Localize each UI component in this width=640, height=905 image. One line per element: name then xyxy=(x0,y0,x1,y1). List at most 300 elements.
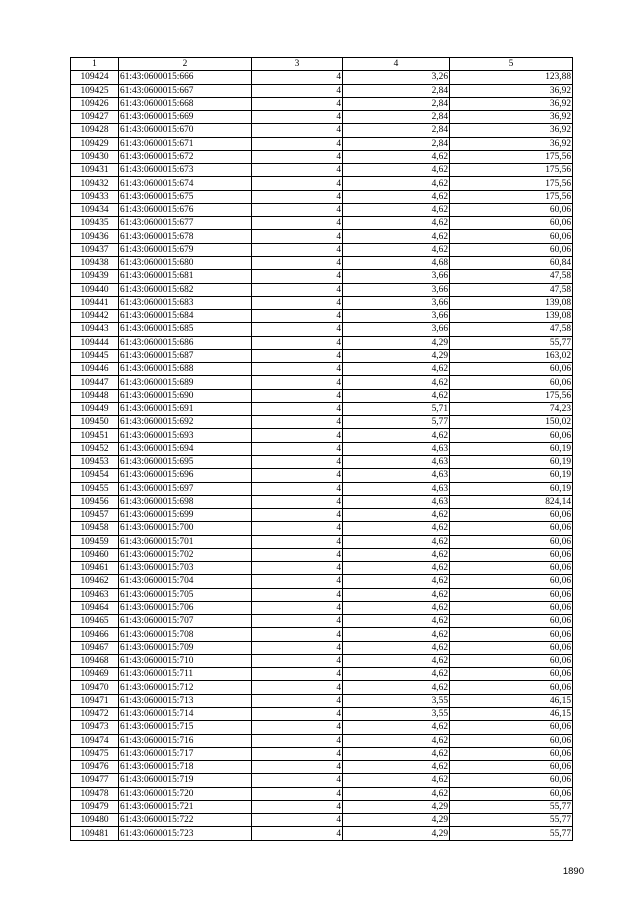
table-row xyxy=(71,323,573,336)
table-cell: 36,92 xyxy=(450,97,573,110)
table-cell: 4,62 xyxy=(343,575,450,588)
table-cell: 109446 xyxy=(71,363,119,376)
table-row xyxy=(71,787,573,800)
table-row xyxy=(71,800,573,813)
table-row xyxy=(71,641,573,654)
table-cell: 109454 xyxy=(71,469,119,482)
table-cell: 61:43:0600015:678 xyxy=(119,230,252,243)
table-cell: 109471 xyxy=(71,694,119,707)
table-cell: 4,63 xyxy=(343,455,450,468)
table-cell: 60,06 xyxy=(450,562,573,575)
table-cell: 4,62 xyxy=(343,363,450,376)
table-cell: 36,92 xyxy=(450,124,573,137)
table-row xyxy=(71,721,573,734)
table-row xyxy=(71,628,573,641)
table-cell: 61:43:0600015:704 xyxy=(119,575,252,588)
table-row xyxy=(71,310,573,323)
table-cell: 4 xyxy=(252,814,343,827)
table-cell: 61:43:0600015:683 xyxy=(119,296,252,309)
table-cell: 109431 xyxy=(71,164,119,177)
table-cell: 61:43:0600015:715 xyxy=(119,721,252,734)
table-cell: 4 xyxy=(252,495,343,508)
table-cell: 61:43:0600015:676 xyxy=(119,203,252,216)
table-cell: 47,58 xyxy=(450,283,573,296)
table-cell: 4 xyxy=(252,389,343,402)
table-cell: 175,56 xyxy=(450,190,573,203)
page-number: 1890 xyxy=(562,866,584,877)
table-cell: 55,77 xyxy=(450,800,573,813)
table-cell: 61:43:0600015:720 xyxy=(119,787,252,800)
table-cell: 60,06 xyxy=(450,654,573,667)
table-cell: 109467 xyxy=(71,641,119,654)
table-cell: 4 xyxy=(252,800,343,813)
table-cell: 4,62 xyxy=(343,164,450,177)
table-cell: 3,66 xyxy=(343,283,450,296)
table-cell: 4 xyxy=(252,336,343,349)
table-row xyxy=(71,177,573,190)
table-row xyxy=(71,827,573,840)
table-cell: 109458 xyxy=(71,522,119,535)
table-cell: 109434 xyxy=(71,203,119,216)
table-cell: 109466 xyxy=(71,628,119,641)
table-cell: 109476 xyxy=(71,761,119,774)
table-cell: 109433 xyxy=(71,190,119,203)
table-cell: 109451 xyxy=(71,429,119,442)
table-cell: 163,02 xyxy=(450,349,573,362)
table-cell: 4 xyxy=(252,137,343,150)
table-row xyxy=(71,190,573,203)
table-cell: 4,29 xyxy=(343,827,450,840)
table-cell: 61:43:0600015:680 xyxy=(119,256,252,269)
table-cell: 4 xyxy=(252,601,343,614)
table-cell: 47,58 xyxy=(450,270,573,283)
table-cell: 4,62 xyxy=(343,522,450,535)
table-row xyxy=(71,469,573,482)
table-cell: 109441 xyxy=(71,296,119,309)
table-cell: 109472 xyxy=(71,708,119,721)
table-cell: 60,06 xyxy=(450,734,573,747)
table-cell: 61:43:0600015:719 xyxy=(119,774,252,787)
table-cell: 4 xyxy=(252,429,343,442)
table-cell: 60,06 xyxy=(450,681,573,694)
table-cell: 109443 xyxy=(71,323,119,336)
table-cell: 61:43:0600015:674 xyxy=(119,177,252,190)
table-cell: 109479 xyxy=(71,800,119,813)
table-cell: 4 xyxy=(252,668,343,681)
table-row xyxy=(71,615,573,628)
table-cell: 4 xyxy=(252,164,343,177)
table-cell: 4 xyxy=(252,721,343,734)
table-cell: 4,62 xyxy=(343,190,450,203)
table-row xyxy=(71,256,573,269)
table-cell: 109459 xyxy=(71,535,119,548)
table-cell: 60,06 xyxy=(450,774,573,787)
table-cell: 109449 xyxy=(71,402,119,415)
table-cell: 4 xyxy=(252,203,343,216)
table-cell: 109456 xyxy=(71,495,119,508)
table-cell: 4,62 xyxy=(343,150,450,163)
table-cell: 60,06 xyxy=(450,668,573,681)
table-cell: 109481 xyxy=(71,827,119,840)
table-cell: 61:43:0600015:679 xyxy=(119,243,252,256)
table-cell: 4 xyxy=(252,111,343,124)
table-cell: 60,06 xyxy=(450,641,573,654)
column-header-1: 1 xyxy=(71,58,119,71)
table-cell: 4 xyxy=(252,787,343,800)
table-cell: 4,62 xyxy=(343,203,450,216)
table-cell: 4,62 xyxy=(343,681,450,694)
table-cell: 4 xyxy=(252,270,343,283)
table-cell: 109473 xyxy=(71,721,119,734)
table-row xyxy=(71,124,573,137)
table-cell: 3,55 xyxy=(343,708,450,721)
table-row xyxy=(71,97,573,110)
table-row xyxy=(71,455,573,468)
table-cell: 4,62 xyxy=(343,668,450,681)
table-cell: 4 xyxy=(252,363,343,376)
table-cell: 55,77 xyxy=(450,336,573,349)
table-row xyxy=(71,734,573,747)
table-cell: 109452 xyxy=(71,442,119,455)
table-row xyxy=(71,363,573,376)
table-cell: 3,66 xyxy=(343,310,450,323)
table-cell: 4,62 xyxy=(343,734,450,747)
table-cell: 61:43:0600015:669 xyxy=(119,111,252,124)
table-cell: 3,66 xyxy=(343,296,450,309)
table-cell: 61:43:0600015:706 xyxy=(119,601,252,614)
table-cell: 3,66 xyxy=(343,323,450,336)
table-cell: 46,15 xyxy=(450,708,573,721)
table-cell: 109429 xyxy=(71,137,119,150)
table-row xyxy=(71,376,573,389)
table-cell: 4,62 xyxy=(343,761,450,774)
table-cell: 4,63 xyxy=(343,442,450,455)
table-cell: 61:43:0600015:666 xyxy=(119,71,252,84)
table-cell: 5,77 xyxy=(343,416,450,429)
table-cell: 61:43:0600015:672 xyxy=(119,150,252,163)
table-cell: 4 xyxy=(252,774,343,787)
table-row xyxy=(71,429,573,442)
table-cell: 60,19 xyxy=(450,482,573,495)
table-cell: 4 xyxy=(252,548,343,561)
column-header-4: 4 xyxy=(343,58,450,71)
table-cell: 4 xyxy=(252,230,343,243)
table-cell: 61:43:0600015:694 xyxy=(119,442,252,455)
table-cell: 4,62 xyxy=(343,721,450,734)
table-row xyxy=(71,495,573,508)
table-cell: 4 xyxy=(252,296,343,309)
table-cell: 175,56 xyxy=(450,177,573,190)
table-cell: 74,23 xyxy=(450,402,573,415)
table-cell: 4 xyxy=(252,402,343,415)
table-cell: 61:43:0600015:675 xyxy=(119,190,252,203)
table-cell: 4 xyxy=(252,747,343,760)
table-cell: 2,84 xyxy=(343,84,450,97)
table-cell: 3,55 xyxy=(343,694,450,707)
table-cell: 60,06 xyxy=(450,203,573,216)
table-cell: 4 xyxy=(252,124,343,137)
table-row xyxy=(71,243,573,256)
table-cell: 61:43:0600015:681 xyxy=(119,270,252,283)
table-cell: 109447 xyxy=(71,376,119,389)
table-row xyxy=(71,522,573,535)
table-cell: 109455 xyxy=(71,482,119,495)
table-row xyxy=(71,402,573,415)
table-row xyxy=(71,548,573,561)
table-cell: 61:43:0600015:689 xyxy=(119,376,252,389)
table-row xyxy=(71,164,573,177)
table-row xyxy=(71,389,573,402)
table-cell: 4,62 xyxy=(343,588,450,601)
table-cell: 4 xyxy=(252,455,343,468)
table-cell: 4,29 xyxy=(343,814,450,827)
table-cell: 60,06 xyxy=(450,628,573,641)
table-cell: 60,06 xyxy=(450,509,573,522)
table-cell: 60,84 xyxy=(450,256,573,269)
table-cell: 4,62 xyxy=(343,628,450,641)
table-row xyxy=(71,482,573,495)
table-cell: 4,68 xyxy=(343,256,450,269)
table-row xyxy=(71,535,573,548)
table-cell: 60,06 xyxy=(450,363,573,376)
table-cell: 4 xyxy=(252,641,343,654)
table-cell: 60,06 xyxy=(450,522,573,535)
table-cell: 61:43:0600015:722 xyxy=(119,814,252,827)
table-cell: 4,63 xyxy=(343,482,450,495)
table-cell: 4,62 xyxy=(343,389,450,402)
table-row xyxy=(71,349,573,362)
table-row xyxy=(71,694,573,707)
table-cell: 61:43:0600015:685 xyxy=(119,323,252,336)
table-cell: 4 xyxy=(252,535,343,548)
table-cell: 109478 xyxy=(71,787,119,800)
table-cell: 4 xyxy=(252,84,343,97)
column-header-2: 2 xyxy=(119,58,252,71)
table-cell: 4,62 xyxy=(343,177,450,190)
table-cell: 109444 xyxy=(71,336,119,349)
table-cell: 4 xyxy=(252,522,343,535)
table-cell: 2,84 xyxy=(343,124,450,137)
table-cell: 61:43:0600015:691 xyxy=(119,402,252,415)
table-cell: 4,62 xyxy=(343,615,450,628)
table-cell: 109460 xyxy=(71,548,119,561)
table-cell: 4 xyxy=(252,150,343,163)
table-cell: 109469 xyxy=(71,668,119,681)
table-cell: 60,06 xyxy=(450,429,573,442)
table-cell: 109445 xyxy=(71,349,119,362)
table-cell: 4 xyxy=(252,256,343,269)
table-cell: 2,84 xyxy=(343,97,450,110)
table-cell: 61:43:0600015:702 xyxy=(119,548,252,561)
table-row xyxy=(71,575,573,588)
table-cell: 47,58 xyxy=(450,323,573,336)
table-cell: 61:43:0600015:684 xyxy=(119,310,252,323)
table-cell: 109436 xyxy=(71,230,119,243)
table-row xyxy=(71,588,573,601)
table-cell: 4 xyxy=(252,376,343,389)
table-cell: 60,06 xyxy=(450,615,573,628)
table-body xyxy=(71,71,573,840)
table-cell: 61:43:0600015:716 xyxy=(119,734,252,747)
table-cell: 61:43:0600015:690 xyxy=(119,389,252,402)
table-cell: 4,29 xyxy=(343,800,450,813)
table-cell: 109424 xyxy=(71,71,119,84)
table-row xyxy=(71,681,573,694)
table-header-row xyxy=(71,58,573,71)
table-cell: 109426 xyxy=(71,97,119,110)
table-cell: 61:43:0600015:707 xyxy=(119,615,252,628)
table-row xyxy=(71,654,573,667)
table-cell: 36,92 xyxy=(450,84,573,97)
table-cell: 109475 xyxy=(71,747,119,760)
table-cell: 4,62 xyxy=(343,641,450,654)
table-cell: 109442 xyxy=(71,310,119,323)
table-cell: 60,06 xyxy=(450,588,573,601)
table-cell: 4,62 xyxy=(343,429,450,442)
table-cell: 60,19 xyxy=(450,469,573,482)
table-cell: 4 xyxy=(252,217,343,230)
table-cell: 109432 xyxy=(71,177,119,190)
table-row xyxy=(71,774,573,787)
table-cell: 46,15 xyxy=(450,694,573,707)
table-row xyxy=(71,668,573,681)
table-cell: 60,06 xyxy=(450,747,573,760)
table-cell: 3,66 xyxy=(343,270,450,283)
table-cell: 36,92 xyxy=(450,111,573,124)
table-cell: 109464 xyxy=(71,601,119,614)
table-row xyxy=(71,137,573,150)
table-cell: 61:43:0600015:696 xyxy=(119,469,252,482)
table-cell: 61:43:0600015:710 xyxy=(119,654,252,667)
table-cell: 61:43:0600015:695 xyxy=(119,455,252,468)
table-cell: 4,29 xyxy=(343,336,450,349)
table-cell: 4 xyxy=(252,243,343,256)
table-row xyxy=(71,230,573,243)
table-row xyxy=(71,84,573,97)
table-row xyxy=(71,708,573,721)
table-cell: 109437 xyxy=(71,243,119,256)
table-cell: 4 xyxy=(252,190,343,203)
table-cell: 61:43:0600015:717 xyxy=(119,747,252,760)
table-cell: 109427 xyxy=(71,111,119,124)
table-cell: 60,06 xyxy=(450,761,573,774)
table-cell: 61:43:0600015:698 xyxy=(119,495,252,508)
table-cell: 61:43:0600015:701 xyxy=(119,535,252,548)
table-cell: 61:43:0600015:697 xyxy=(119,482,252,495)
table-cell: 60,06 xyxy=(450,535,573,548)
table-cell: 61:43:0600015:712 xyxy=(119,681,252,694)
table-row xyxy=(71,203,573,216)
table-row xyxy=(71,296,573,309)
table-cell: 61:43:0600015:708 xyxy=(119,628,252,641)
table-row xyxy=(71,111,573,124)
registry-table xyxy=(70,57,573,841)
table-cell: 109453 xyxy=(71,455,119,468)
table-row xyxy=(71,71,573,84)
table-cell: 4,62 xyxy=(343,601,450,614)
table-cell: 61:43:0600015:703 xyxy=(119,562,252,575)
table-cell: 4 xyxy=(252,827,343,840)
table-cell: 109450 xyxy=(71,416,119,429)
table-cell: 4 xyxy=(252,310,343,323)
table-cell: 4 xyxy=(252,575,343,588)
table-cell: 4,62 xyxy=(343,654,450,667)
table-cell: 175,56 xyxy=(450,150,573,163)
table-cell: 109462 xyxy=(71,575,119,588)
table-row xyxy=(71,509,573,522)
table-cell: 4,63 xyxy=(343,469,450,482)
table-cell: 61:43:0600015:713 xyxy=(119,694,252,707)
table-row xyxy=(71,761,573,774)
table-cell: 60,06 xyxy=(450,243,573,256)
table-cell: 61:43:0600015:671 xyxy=(119,137,252,150)
table-cell: 4 xyxy=(252,442,343,455)
table-cell: 61:43:0600015:687 xyxy=(119,349,252,362)
table-cell: 4,62 xyxy=(343,787,450,800)
table-cell: 109435 xyxy=(71,217,119,230)
table-cell: 36,92 xyxy=(450,137,573,150)
table-cell: 55,77 xyxy=(450,814,573,827)
table-cell: 109428 xyxy=(71,124,119,137)
table-cell: 61:43:0600015:699 xyxy=(119,509,252,522)
table-cell: 4 xyxy=(252,734,343,747)
table-cell: 4,62 xyxy=(343,562,450,575)
table-cell: 4 xyxy=(252,681,343,694)
table-cell: 4 xyxy=(252,562,343,575)
table-cell: 109438 xyxy=(71,256,119,269)
table-cell: 4 xyxy=(252,708,343,721)
table-cell: 175,56 xyxy=(450,164,573,177)
table-cell: 55,77 xyxy=(450,827,573,840)
table-cell: 61:43:0600015:693 xyxy=(119,429,252,442)
table-row xyxy=(71,416,573,429)
table-cell: 61:43:0600015:705 xyxy=(119,588,252,601)
table-cell: 4 xyxy=(252,509,343,522)
column-header-3: 3 xyxy=(252,58,343,71)
table-cell: 4 xyxy=(252,177,343,190)
table-row xyxy=(71,270,573,283)
table-cell: 4,62 xyxy=(343,243,450,256)
table-cell: 123,88 xyxy=(450,71,573,84)
table-cell: 61:43:0600015:673 xyxy=(119,164,252,177)
table-row xyxy=(71,283,573,296)
table-cell: 60,06 xyxy=(450,217,573,230)
table-cell: 4,63 xyxy=(343,495,450,508)
table-cell: 4,62 xyxy=(343,747,450,760)
table-cell: 61:43:0600015:668 xyxy=(119,97,252,110)
table-cell: 150,02 xyxy=(450,416,573,429)
table-cell: 60,19 xyxy=(450,455,573,468)
table-cell: 109461 xyxy=(71,562,119,575)
table-row xyxy=(71,150,573,163)
table-cell: 109430 xyxy=(71,150,119,163)
table-row xyxy=(71,814,573,827)
table-cell: 109468 xyxy=(71,654,119,667)
table-cell: 4,62 xyxy=(343,217,450,230)
table-cell: 60,19 xyxy=(450,442,573,455)
table-cell: 4,62 xyxy=(343,376,450,389)
table-cell: 4,62 xyxy=(343,535,450,548)
table-cell: 61:43:0600015:667 xyxy=(119,84,252,97)
table-cell: 109440 xyxy=(71,283,119,296)
table-cell: 61:43:0600015:714 xyxy=(119,708,252,721)
table-cell: 4 xyxy=(252,97,343,110)
table-cell: 61:43:0600015:721 xyxy=(119,800,252,813)
table-cell: 60,06 xyxy=(450,548,573,561)
table-cell: 4,62 xyxy=(343,774,450,787)
table-cell: 61:43:0600015:670 xyxy=(119,124,252,137)
table-cell: 4,29 xyxy=(343,349,450,362)
